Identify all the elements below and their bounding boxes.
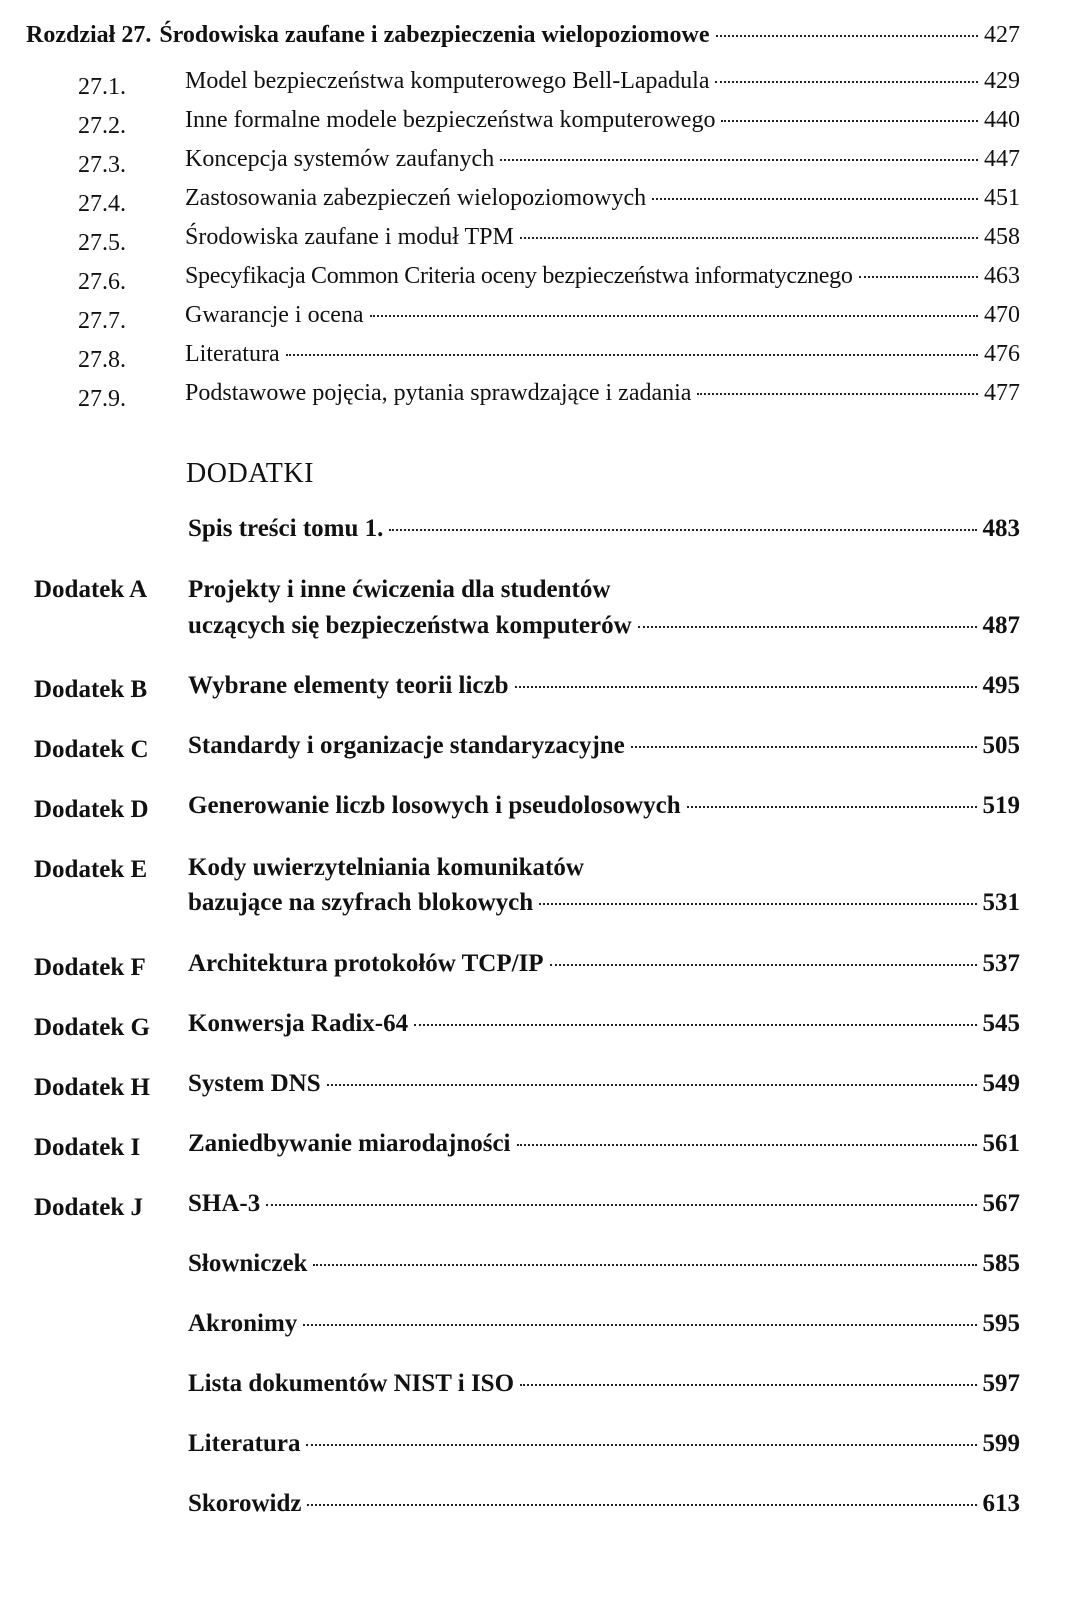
- dot-leader: [370, 315, 978, 317]
- entry-title: System DNS: [188, 1070, 321, 1097]
- entry-title: Inne formalne modele bezpieczeństwa komputerowego: [185, 107, 716, 133]
- section-number: 27.9.: [78, 386, 126, 412]
- toc-entry[interactable]: [188, 889, 1020, 917]
- toc-entry[interactable]: [185, 185, 1020, 215]
- toc-entry[interactable]: [188, 1190, 1020, 1218]
- toc-entry[interactable]: [188, 1370, 1020, 1398]
- appendix-label: Dodatek F: [34, 954, 146, 981]
- dot-leader: [721, 120, 978, 122]
- dot-leader: [631, 746, 977, 748]
- page-number: 476: [984, 341, 1020, 367]
- page-number: 483: [982, 515, 1020, 542]
- page-number: 567: [982, 1190, 1020, 1217]
- dot-leader: [687, 806, 977, 808]
- dot-leader: [517, 1144, 977, 1146]
- appendix-label: Dodatek A: [34, 576, 148, 603]
- toc-entry[interactable]: [185, 302, 1020, 332]
- toc-entry[interactable]: [185, 146, 1020, 176]
- toc-entry[interactable]: [188, 1070, 1020, 1098]
- dot-leader: [307, 1504, 976, 1506]
- page-number: 531: [982, 889, 1020, 916]
- page-number: 463: [984, 263, 1020, 289]
- entry-title: Specyfikacja Common Criteria oceny bezpieczeństwa informatycznego: [185, 263, 853, 289]
- section-number: 27.2.: [78, 113, 126, 139]
- page-number: 447: [984, 146, 1020, 172]
- appendix-label: Dodatek E: [34, 856, 148, 883]
- page-number: 599: [982, 1430, 1020, 1457]
- entry-title: Zaniedbywanie miarodajności: [188, 1130, 511, 1157]
- entry-title: Standardy i organizacje standaryzacyjne: [188, 732, 625, 759]
- page-number: 519: [982, 792, 1020, 819]
- entry-title-line1: Kody uwierzytelniania komunikatów: [188, 854, 584, 881]
- entry-title: Lista dokumentów NIST i ISO: [188, 1370, 515, 1397]
- toc-entry[interactable]: [185, 380, 1020, 410]
- page-number: 487: [982, 612, 1020, 639]
- entry-title: SHA-3: [188, 1190, 261, 1217]
- page-number: 613: [982, 1490, 1020, 1517]
- entry-title: Konwersja Radix-64: [188, 1010, 409, 1037]
- entry-title: Zastosowania zabezpieczeń wielopoziomowych: [185, 185, 647, 211]
- section-number: 27.6.: [78, 269, 126, 295]
- section-number: 27.4.: [78, 191, 126, 217]
- section-number: 27.7.: [78, 308, 126, 334]
- dot-leader: [539, 903, 976, 905]
- dot-leader: [327, 1084, 977, 1086]
- page-number: 470: [984, 302, 1020, 328]
- toc-entry[interactable]: [188, 515, 1020, 543]
- entry-title: Środowiska zaufane i moduł TPM: [185, 224, 514, 250]
- entry-title-line1: Projekty i inne ćwiczenia dla studentów: [188, 576, 611, 603]
- dot-leader: [638, 626, 977, 628]
- toc-entry[interactable]: [188, 1130, 1020, 1158]
- toc-entry[interactable]: [185, 68, 1020, 98]
- chapter-title: Środowiska zaufane i zabezpieczenia wielopoziomowe: [159, 22, 710, 48]
- chapter-label: Rozdział 27.: [26, 22, 152, 48]
- section-header: DODATKI: [186, 458, 314, 489]
- dot-leader: [550, 964, 977, 966]
- entry-title: Literatura: [188, 1430, 301, 1457]
- toc-entry[interactable]: [188, 792, 1020, 820]
- dot-leader: [389, 529, 976, 531]
- page-number: 427: [984, 22, 1020, 48]
- appendix-label: Dodatek D: [34, 796, 149, 823]
- dot-leader: [520, 1384, 976, 1386]
- page-number: 477: [984, 380, 1020, 406]
- entry-title: bazujące na szyfrach blokowych: [188, 889, 534, 916]
- appendix-label: Dodatek G: [34, 1014, 150, 1041]
- page-number: 495: [982, 672, 1020, 699]
- entry-title: Generowanie liczb losowych i pseudolosowych: [188, 792, 681, 819]
- entry-title: Spis treści tomu 1.: [188, 515, 384, 542]
- entry-title: Literatura: [185, 341, 280, 367]
- toc-entry[interactable]: [188, 1490, 1020, 1518]
- toc-entry[interactable]: [188, 672, 1020, 700]
- dot-leader: [715, 81, 978, 83]
- appendix-label: Dodatek H: [34, 1074, 150, 1101]
- appendix-label: Dodatek C: [34, 736, 149, 763]
- page-number: 585: [982, 1250, 1020, 1277]
- chapter-entry[interactable]: [26, 22, 1020, 52]
- entry-title: Model bezpieczeństwa komputerowego Bell-Lapadula: [185, 68, 710, 94]
- toc-entry[interactable]: [185, 341, 1020, 371]
- entry-title: Koncepcja systemów zaufanych: [185, 146, 495, 172]
- toc-entry[interactable]: [188, 1010, 1020, 1038]
- dot-leader: [266, 1204, 976, 1206]
- entry-title: Słowniczek: [188, 1250, 308, 1277]
- dot-leader: [286, 354, 978, 356]
- toc-entry[interactable]: [185, 107, 1020, 137]
- dot-leader: [652, 198, 978, 200]
- toc-entry[interactable]: [188, 612, 1020, 640]
- entry-title: Akronimy: [188, 1310, 298, 1337]
- dot-leader: [306, 1444, 976, 1446]
- dot-leader: [500, 159, 978, 161]
- page-number: 537: [982, 950, 1020, 977]
- section-number: 27.5.: [78, 230, 126, 256]
- toc-entry[interactable]: [188, 732, 1020, 760]
- dot-leader: [303, 1324, 976, 1326]
- page-number: 597: [982, 1370, 1020, 1397]
- page-number: 595: [982, 1310, 1020, 1337]
- entry-title: Architektura protokołów TCP/IP: [188, 950, 544, 977]
- dot-leader: [515, 686, 977, 688]
- toc-entry[interactable]: [188, 950, 1020, 978]
- page-number: 451: [984, 185, 1020, 211]
- page-number: 505: [982, 732, 1020, 759]
- toc-entry[interactable]: [188, 1310, 1020, 1338]
- entry-title: Skorowidz: [188, 1490, 302, 1517]
- section-number: 27.1.: [78, 74, 126, 100]
- dot-leader: [313, 1264, 976, 1266]
- page-number: 458: [984, 224, 1020, 250]
- dot-leader: [520, 237, 978, 239]
- page-number: 429: [984, 68, 1020, 94]
- toc-entry[interactable]: [188, 1430, 1020, 1458]
- appendix-label: Dodatek I: [34, 1134, 141, 1161]
- dot-leader: [859, 276, 978, 278]
- page-number: 561: [982, 1130, 1020, 1157]
- page-number: 545: [982, 1010, 1020, 1037]
- entry-title: Gwarancje i ocena: [185, 302, 364, 328]
- dot-leader: [414, 1024, 976, 1026]
- entry-title: uczących się bezpieczeństwa komputerów: [188, 612, 632, 639]
- entry-title: Podstawowe pojęcia, pytania sprawdzające i zadania: [185, 380, 692, 406]
- toc-entry[interactable]: [185, 224, 1020, 254]
- dot-leader: [697, 393, 978, 395]
- section-number: 27.3.: [78, 152, 126, 178]
- appendix-label: Dodatek J: [34, 1194, 144, 1221]
- page-number: 440: [984, 107, 1020, 133]
- toc-entry[interactable]: [188, 1250, 1020, 1278]
- dot-leader: [716, 35, 979, 37]
- section-number: 27.8.: [78, 347, 126, 373]
- page-number: 549: [982, 1070, 1020, 1097]
- toc-entry[interactable]: [185, 263, 1020, 293]
- appendix-label: Dodatek B: [34, 676, 148, 703]
- entry-title: Wybrane elementy teorii liczb: [188, 672, 509, 699]
